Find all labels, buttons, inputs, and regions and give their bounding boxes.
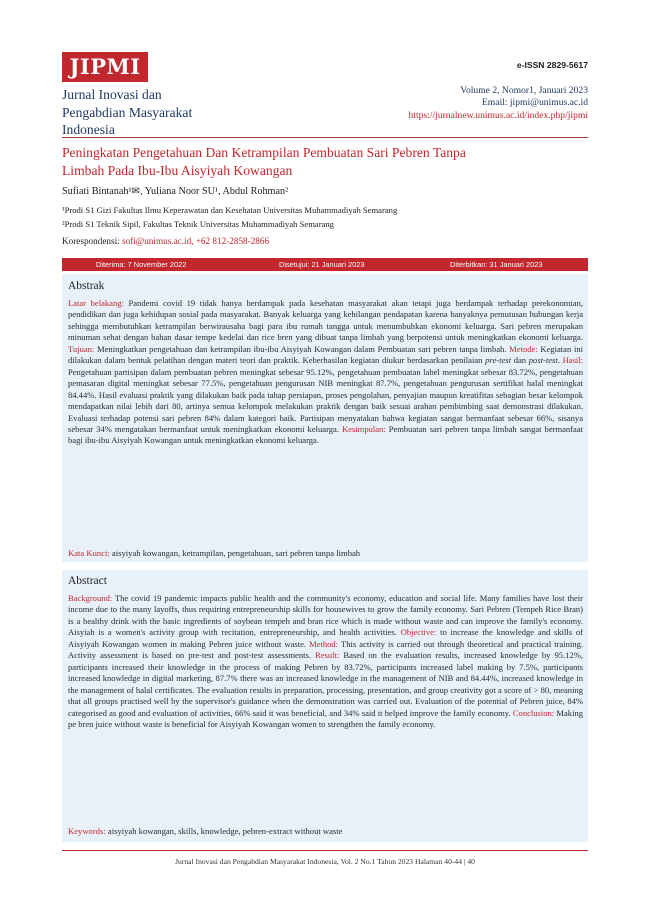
abstrak-heading: Abstrak xyxy=(68,280,105,292)
result-text: Based on the evaluation results, increased knowledge by 95.12%, participants increased their knowledge in the process of making Pebren by 83.72%, participants increased label making by 7.5%, participants increased knowledge in digital marketing, 87.7% there was an increased knowledge in the management of NIB and 84.44%, increased knowledge in the management of halal certificates. The evaluation results in preparation, processing, presentation, and group creativity got a score of > 80, meaning that all groups practised well by the supervisor's guidance when the demonstration was carried out. Evaluation of the potential of Pebren juice, 84% categorised as good and evaluation of activities, 66% said it was beneficial, and 34% said it helped improve the family economy. xyxy=(68,650,583,718)
correspondence-label: Korespondensi: xyxy=(62,236,120,246)
hasil-text: Pengetahuan partisipan dalam pembuatan pebren meningkat sebesar 95.12%, pengetahuan pembuatan label meningkat sebesar 83.72%, pengetahuan pemasaran digital meningkat sebesar 77.5%, pengetahuan pengurusan NIB meningkat 87.7%, pengetahuan pengurusan sertifikat halal meningkat 84.44%. Hasil evaluasi praktik yang dilakukan baik pada tahap persiapan, proses pengolahan, penyajian maupun kreatifitas sebagian besar kelompok mendapatkan nilai lebih dari 80, artinya semua kelompok melakukan praktik dengan baik sesuai arahan pembimbing saat demonstrasi dilakukan. Evaluasi terhadap potensi sari pebren 84% dalam kategori baik. Partisipan menyatakan bahwa kegiatan sangat bermanfaat sebesar 66%, sisanya sebesar 34% mengatakan bermanfaat untuk meningkatkan ekonomi keluarga. xyxy=(68,366,583,434)
keywords-text: aisyiyah kowangan, skills, knowledge, pebren-extract without waste xyxy=(107,826,343,836)
metode-dan: dan xyxy=(513,355,527,366)
conclusion-text: Making pe bren juice without waste is beneficial for Aisyiyah Kowangan women to strengthen the family economy. xyxy=(68,707,583,729)
latar-text: Pandemi covid 19 tidak hanya berdampak pada kesehatan masyarakat akan tetapi juga berdampak terhadap perekonomian, pendidikan dan juga kehidupan sosial pada masyarakat. Banyak keluarga yang kehilangan pendapatan karena banyaknya pemutusan hubungan kerja sehingga membutuhkan ketrampilan berwirausaha bagi para ibu rumah tangga untuk menumbuhkan ekonomi keluarga. Sari pebren merupakan minuman sehat dengan bahan dasar tempe kedelai dan rice bren yang dibuat tanpa limbah yang berpotensi untuk meningkatkan ekonomi keluarga. xyxy=(68,298,584,343)
objective-text: to increase the knowledge and skills of Aisyiyah Kowangan women in making Pebren juice without waste. xyxy=(68,627,584,649)
metode-label: Metode: xyxy=(509,343,538,354)
kesimpulan-text: Pembuatan sari pebren tanpa limbah sangat bermanfaat bagi ibu-ibu Aisyiyah Kowangan untuk meningkatkan ekonomi keluarga. xyxy=(68,423,583,446)
date-published: Diterbitkan: 31 Januari 2023 xyxy=(450,260,543,269)
kata-kunci-label: Kata Kunci: xyxy=(68,548,110,558)
result-label: Result: xyxy=(315,650,340,661)
title-line: Peningkatan Pengetahuan Dan Ketrampilan Pembuatan Sari Pebren Tanpa xyxy=(62,145,466,160)
metode-text: Kegiatan ini dilakukan dalam bentuk pelatihan dengan materi teori dan praktik. Keberhasilan kegiatan diukur berdasarkan penilaian xyxy=(68,343,583,366)
conclusion-label: Conclusion: xyxy=(512,707,555,718)
correspondence xyxy=(62,236,269,246)
metode-posttest: post-test xyxy=(528,355,558,366)
journal-name-line: Indonesia xyxy=(62,122,115,137)
correspondence-email[interactable]: sofi@unimus.ac.id, +62 812-2858-2866 xyxy=(121,236,270,246)
journal-name-line: Pengabdian Masyarakat xyxy=(62,104,193,120)
eissn: e-ISSN 2829-5617 xyxy=(516,60,588,70)
hasil-label: Hasil: xyxy=(562,355,584,366)
affiliation-1: ¹Prodi S1 Gizi Fakultas Ilmu Keperawatan dan Kesehatan Universitas Muhammadiyah Semarang xyxy=(62,205,398,215)
header-rule xyxy=(62,137,588,138)
kesimpulan-label: Kesimpulan: xyxy=(342,423,386,434)
keywords xyxy=(68,826,583,836)
abstract-body xyxy=(68,593,583,730)
affiliation-2: ²Prodi S1 Teknik Sipil, Fakultas Teknik Universitas Muhammadiyah Semarang xyxy=(62,219,334,229)
journal-meta xyxy=(408,85,588,122)
kata-kunci-text: aisyiyah kowangan, ketrampilan, pengetahuan, sari pebren tanpa limbah xyxy=(111,548,361,558)
article-title xyxy=(62,144,582,179)
abstrak-body: Latar belakang: Pandemi covid 19 tidak hanya berdampak pada kesehatan masyarakat akan tetapi juga berdampak terhadap perekonomian, pendidikan dan juga kehidupan sosial pada masyarakat. Banyak keluarga yang kehilangan pendapatan karena banyaknya pemutusan hubungan kerja sehingga membutuhkan ketrampilan berwirausaha bagi para ibu rumah tangga untuk menumbuhkan ekonomi keluarga. Sari pebren merupakan minuman sehat dengan bahan dasar tempe kedelai dan rice bren yang dibuat tanpa limbah yang berpotensi untuk meningkatkan ekonomi keluarga. Tujuan: Meningkatkan pengetahuan dan ketrampilan ibu-ibu Aisyiyah Kowangan dalam Pembuatan sari pebren tanpa limbah. Metode: Kegiatan ini dilakukan dalam bentuk pelatihan dengan materi teori dan praktik. Keberhasilan kegiatan diukur berdasarkan penilaian pre-test dan post-test. Hasil: Pengetahuan partisipan dalam pembuatan pebren meningkat sebesar 95.12%, pengetahuan pembuatan label meningkat sebesar 83.72%, pengetahuan pemasaran digital meningkat sebesar 77.5%, pengetahuan pengurusan NIB meningkat 87.7%, pengetahuan pengurusan sertifikat halal meningkat 84.44%. Hasil evaluasi praktik yang dilakukan baik pada tahap persiapan, proses pengolahan, penyajian maupun kreatifitas sebagian besar kelompok mendapatkan nilai lebih dari 80, artinya semua kelompok melakukan praktik dengan baik sesuai arahan pembimbing saat demonstrasi dilakukan. Evaluasi terhadap potensi sari pebren 84% dalam kategori baik. Partisipan menyatakan bahwa kegiatan sangat bermanfaat sebesar 66%, sisanya sebesar 34% mengatakan bermanfaat untuk meningkatkan ekonomi keluarga. Kesimpulan: Pembuatan sari pebren tanpa limbah sangat bermanfaat bagi ibu-ibu Aisyiyah Kowangan untuk meningkatkan ekonomi keluarga. xyxy=(68,298,584,446)
method-label: Method: xyxy=(309,638,339,649)
background-label: Background: xyxy=(68,593,113,603)
journal-name-line: Jurnal Inovasi dan xyxy=(62,87,162,102)
kata-kunci xyxy=(68,548,583,558)
journal-url[interactable]: https://jurnalnew.unimus.ac.id/index.php/jipmi xyxy=(408,109,588,121)
abstract-heading: Abstract xyxy=(68,575,107,587)
tujuan-text: Meningkatkan pengetahuan dan ketrampilan ibu-ibu Aisyiyah Kowangan dalam Pembuatan sari pebren tanpa limbah. xyxy=(97,343,507,354)
journal-logo: JIPMI xyxy=(62,52,148,82)
latar-label: Latar belakang: xyxy=(68,298,124,308)
footer-rule xyxy=(62,850,588,851)
journal-volume: Volume 2, Nomor1, Januari 2023 xyxy=(460,85,588,96)
dates-bar xyxy=(62,258,588,271)
date-approved: Disetujui: 21 Januari 2023 xyxy=(279,260,365,269)
background-text: The covid 19 pandemic impacts public health and the community's economy, education and social life. Many families have lost their income due to the many layoffs, thus requiring entrepreneurship skills for housewives to grow the family economy. Sari Pebren (Tempeh Rice Bran) is a healthy drink with the basic ingredients of soybean tempeh and bran rice which is made without waste and can improve the family's economy. Aisyiah is a women's activity group with recitation, entrepreneurship, and health activities. xyxy=(68,593,584,638)
journal-email[interactable]: Email: jipmi@unimus.ac.id xyxy=(481,97,588,109)
date-received: Diterima: 7 November 2022 xyxy=(96,260,187,269)
page-footer: Jurnal Inovasi dan Pengabdian Masyarakat Indonesia, Vol. 2 No.1 Tahun 2023 Halaman 40-44 | 40 xyxy=(175,857,475,866)
authors: Sufiati Bintanah¹✉, Yuliana Noor SU¹, Abdul Rohman² xyxy=(62,186,289,197)
objective-label: Objective: xyxy=(400,627,437,638)
journal-name xyxy=(62,86,252,139)
keywords-label: Keywords: xyxy=(68,826,106,836)
title-line: Limbah Pada Ibu-Ibu Aisyiyah Kowangan xyxy=(62,162,293,178)
method-text: This activity is carried out through theoretical and practical training. Activity assessment is based on pre-test and post-test assessments. xyxy=(68,638,583,661)
metode-pretest: pre-test xyxy=(485,355,511,366)
tujuan-label: Tujuan: xyxy=(68,343,95,354)
